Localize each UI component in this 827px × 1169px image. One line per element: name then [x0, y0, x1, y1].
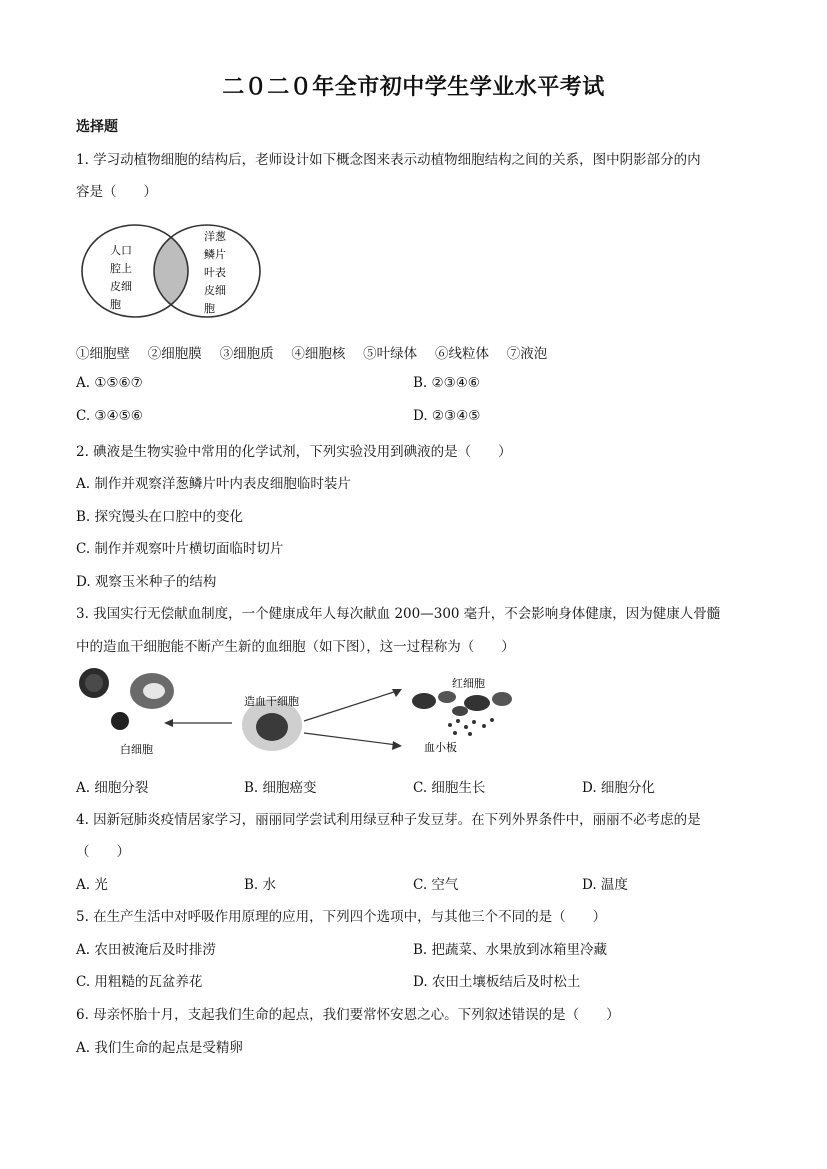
label-red-blood-cell: 红细胞 [452, 677, 485, 690]
q3-option-d: D. 细胞分化 [582, 780, 655, 796]
q2-option-c: C. 制作并观察叶片横切面临时切片 [76, 541, 284, 557]
label-platelet: 血小板 [424, 741, 457, 754]
q1-option-b: B. ②③④⑥ [413, 375, 480, 391]
q1-structure-list: ①细胞壁 ②细胞膜 ③细胞质 ④细胞核 ⑤叶绿体 ⑥线粒体 ⑦液泡 [76, 346, 548, 362]
q4-option-a: A. 光 [76, 877, 108, 893]
venn-left-label-1: 人口 [110, 244, 132, 257]
q3-option-a: A. 细胞分裂 [76, 780, 149, 796]
q2-option-d: D. 观察玉米种子的结构 [76, 574, 217, 590]
arrow-to-wbc [164, 719, 173, 727]
q5-stem: 5. 在生产生活中对呼吸作用原理的应用，下列四个选项中，与其他三个不同的是（ ） [76, 909, 607, 925]
q1-option-d: D. ②③④⑤ [413, 408, 481, 424]
venn-right-label-4: 皮细 [204, 284, 226, 297]
venn-right-label-1: 洋葱 [204, 230, 226, 243]
q1-stem-line2: 容是（ ） [76, 184, 157, 200]
label-stem-cell: 造血干细胞 [244, 695, 299, 708]
q1-option-c: C. ③④⑤⑥ [76, 408, 143, 424]
platelet-dots [448, 723, 452, 727]
q4-stem-line2: （ ） [76, 844, 130, 860]
q2-option-a: A. 制作并观察洋葱鳞片叶内表皮细胞临时装片 [76, 476, 351, 492]
q1-stem-line1: 1. 学习动植物细胞的结构后，老师设计如下概念图来表示动植物细胞结构之间的关系，图中阴影部分的内 [76, 152, 701, 168]
arrow-to-rbc [392, 689, 402, 697]
exam-title: 二０二０年全市初中学生学业水平考试 [222, 75, 605, 100]
q4-option-b: B. 水 [244, 877, 277, 893]
q5-option-c: C. 用粗糙的瓦盆养花 [76, 974, 203, 990]
q3-stem-line2: 中的造血干细胞能不断产生新的血细胞（如下图），这一过程称为（ ） [76, 639, 515, 655]
q5-option-a: A. 农田被淹后及时排涝 [76, 942, 216, 958]
venn-left-label-4: 胞 [110, 298, 121, 311]
q3-option-b: B. 细胞癌变 [244, 780, 317, 796]
venn-right-label-2: 鳞片 [204, 248, 226, 261]
q5-option-d: D. 农田土壤板结后及时松土 [413, 974, 581, 990]
q1-option-a: A. ①⑤⑥⑦ [76, 375, 143, 391]
section-heading: 选择题 [76, 119, 118, 135]
q4-option-c: C. 空气 [413, 877, 459, 893]
q4-option-d: D. 温度 [582, 877, 628, 893]
q3-option-c: C. 细胞生长 [413, 780, 486, 796]
venn-diagram [80, 222, 265, 320]
q6-option-a: A. 我们生命的起点是受精卵 [76, 1040, 243, 1056]
venn-left-label-2: 腔上 [110, 262, 132, 275]
arrow-to-platelet [392, 741, 402, 750]
venn-right-label-5: 胞 [204, 302, 215, 315]
venn-right-label-3: 叶表 [204, 266, 226, 279]
rbc-cell-1 [412, 693, 436, 709]
q5-option-b: B. 把蔬菜、水果放到冰箱里冷藏 [413, 942, 608, 958]
q4-stem-line1: 4. 因新冠肺炎疫情居家学习，丽丽同学尝试利用绿豆种子发豆芽。在下列外界条件中，丽丽不必考虑的是 [76, 812, 701, 828]
q6-stem: 6. 母亲怀胎十月，支起我们生命的起点，我们要常怀安恩之心。下列叙述错误的是（ ） [76, 1007, 620, 1023]
q2-option-b: B. 探究馒头在口腔中的变化 [76, 509, 244, 525]
venn-left-label-3: 皮细 [110, 280, 132, 293]
q3-stem-line1: 3. 我国实行无偿献血制度，一个健康成年人每次献血 200—300 毫升，不会影响身体健康，因为健康人骨髓 [76, 606, 721, 622]
q2-stem: 2. 碘液是生物实验中常用的化学试剂，下列实验没用到碘液的是（ ） [76, 444, 512, 460]
wbc-cell-3 [111, 712, 129, 730]
blood-cell-diagram [72, 663, 522, 763]
label-white-blood-cell: 白细胞 [120, 743, 153, 756]
